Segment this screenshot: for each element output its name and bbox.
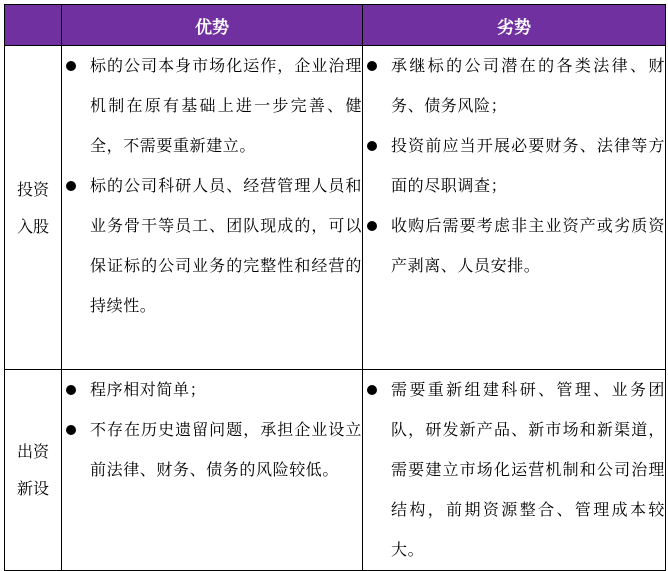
table-row-new-establishment xyxy=(5,370,666,571)
bullet-icon xyxy=(66,61,76,71)
row-label-line: 新设 xyxy=(16,479,49,498)
list-item-text: 需要重新组建科研、管理、业务团队，研发新产品、新市场和新渠道，需要建立市场化运营机制和公司治理结构，前期资源整合、管理成本较大。 xyxy=(391,380,665,559)
disadvantages-list xyxy=(363,370,665,570)
header-row xyxy=(5,5,666,46)
row-label-line: 入股 xyxy=(16,216,49,236)
bullet-icon xyxy=(367,385,377,395)
bullet-icon xyxy=(367,221,377,231)
table-row-investment xyxy=(5,46,666,370)
bullet-icon xyxy=(367,141,377,151)
comparison-table xyxy=(4,4,666,571)
bullet-icon xyxy=(66,385,76,395)
header-advantages: 优势 xyxy=(62,5,363,46)
advantages-list xyxy=(62,370,362,490)
bullet-icon xyxy=(367,61,377,71)
advantages-cell-new-establishment xyxy=(62,370,363,571)
bullet-icon xyxy=(66,425,76,435)
list-item-text: 承继标的公司潜在的各类法律、财务、债务风险； xyxy=(391,56,665,115)
list-item xyxy=(62,46,362,166)
list-item xyxy=(62,370,362,410)
row-label-investment xyxy=(5,46,62,370)
list-item xyxy=(62,166,362,326)
list-item-text: 程序相对简单； xyxy=(90,380,207,399)
disadvantages-list xyxy=(363,46,665,286)
list-item xyxy=(363,46,665,126)
list-item-text: 标的公司本身市场化运作，企业治理机制在原有基础上进一步完善、健全，不需要重新建立。 xyxy=(90,56,362,155)
header-disadvantages: 劣势 xyxy=(363,5,666,46)
list-item-text: 收购后需要考虑非主业资产或劣质资产剥离、人员安排。 xyxy=(391,216,665,275)
list-item xyxy=(62,410,362,490)
advantages-list xyxy=(62,46,362,326)
header-blank-cell xyxy=(5,5,62,46)
row-label-new-establishment xyxy=(5,370,62,571)
row-label-line: 出资 xyxy=(16,442,49,461)
disadvantages-cell-investment xyxy=(363,46,666,370)
bullet-icon xyxy=(66,181,76,191)
list-item-text: 不存在历史遗留问题，承担企业设立前法律、财务、债务的风险较低。 xyxy=(90,420,362,479)
row-label-line: 投资 xyxy=(16,179,49,199)
list-item xyxy=(363,126,665,206)
disadvantages-cell-new-establishment xyxy=(363,370,666,571)
list-item xyxy=(363,206,665,286)
list-item xyxy=(363,370,665,570)
list-item-text: 投资前应当开展必要财务、法律等方面的尽职调查； xyxy=(391,136,665,195)
list-item-text: 标的公司科研人员、经营管理人员和业务骨干等员工、团队现成的，可以保证标的公司业务的完整性和经营的持续性。 xyxy=(90,176,362,315)
advantages-cell-investment xyxy=(62,46,363,370)
